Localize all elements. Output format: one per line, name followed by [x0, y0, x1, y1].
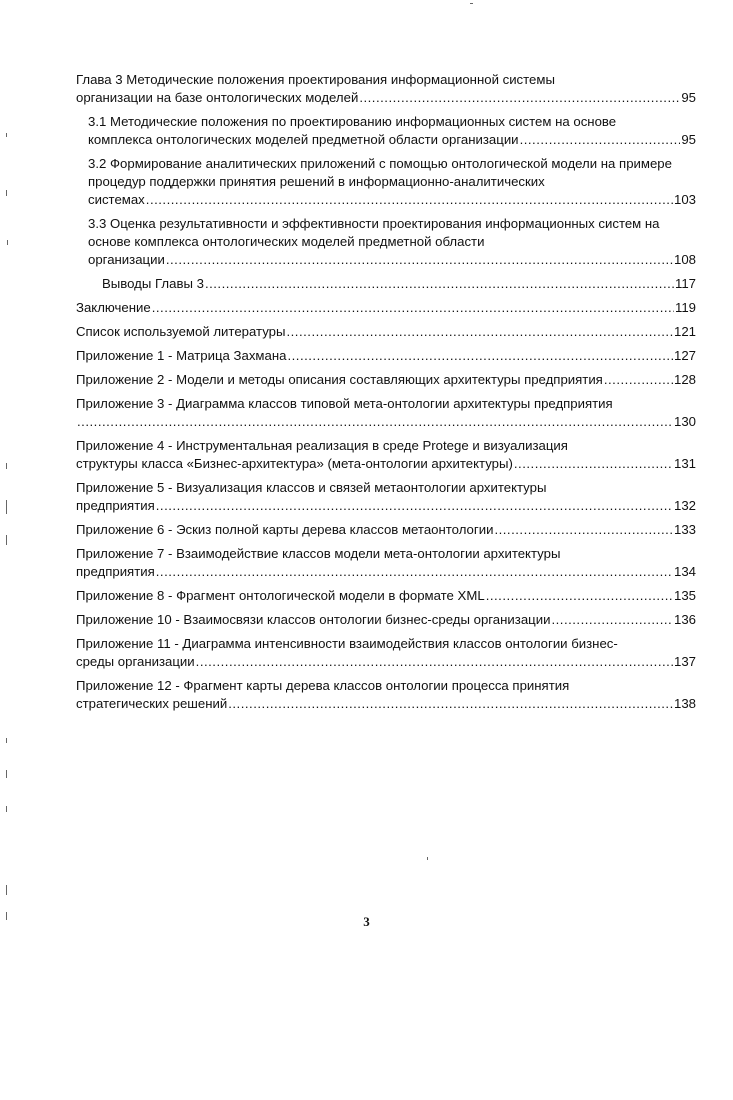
toc-entry-line — [76, 497, 696, 515]
toc-entry-title-end: предприятия — [76, 564, 155, 579]
toc-entry — [76, 479, 696, 515]
dot-leader — [486, 587, 673, 605]
toc-entry-title-end: Заключение — [76, 300, 151, 315]
scan-speck — [6, 885, 7, 895]
toc-page-number: 138 — [673, 696, 696, 711]
dot-leader — [156, 497, 673, 515]
scan-speck — [6, 500, 7, 514]
toc-entry-title: Приложение 4 - Инструментальная реализация в среде Protege и визуализация — [76, 438, 568, 453]
toc-entry-title: Приложение 3 - Диаграмма классов типовой мета-онтологии архитектуры предприятия — [76, 396, 613, 411]
scan-speck — [6, 912, 7, 920]
toc-entry — [88, 113, 696, 149]
toc-entry-line — [76, 695, 696, 713]
toc-entry-title-end: Приложение 6 - Эскиз полной карты дерева классов метаонтологии — [76, 522, 494, 537]
toc-page-number: 131 — [673, 456, 696, 471]
scan-speck — [6, 738, 7, 743]
toc-page-number: 95 — [681, 132, 696, 147]
toc-page-number: 121 — [673, 324, 696, 339]
toc-entry-line — [76, 323, 696, 341]
table-of-contents — [76, 71, 696, 719]
dot-leader — [286, 323, 673, 341]
dot-leader — [359, 89, 680, 107]
toc-entry-title-end: системах — [88, 192, 145, 207]
scan-speck — [7, 240, 8, 245]
toc-page-number: 135 — [673, 588, 696, 603]
toc-entry-line — [88, 251, 696, 269]
toc-entry — [76, 677, 696, 713]
dot-leader — [514, 455, 673, 473]
toc-page-number: 103 — [673, 192, 696, 207]
scan-speck — [6, 190, 7, 196]
toc-entry-line — [76, 587, 696, 605]
dot-leader — [287, 347, 673, 365]
dot-leader — [152, 299, 674, 317]
toc-entry-title-end: Приложение 8 - Фрагмент онтологической модели в формате XML — [76, 588, 485, 603]
toc-entry — [88, 155, 696, 209]
toc-page-number: 95 — [681, 90, 696, 105]
toc-entry-line — [76, 371, 696, 389]
toc-entry — [76, 323, 696, 341]
toc-entry — [76, 347, 696, 365]
toc-page-number: 130 — [673, 414, 696, 429]
toc-entry-title-end: Приложение 2 - Модели и методы описания составляющих архитектуры предприятия — [76, 372, 603, 387]
toc-entry-title-end: Список используемой литературы — [76, 324, 286, 339]
toc-entry — [76, 299, 696, 317]
toc-entry-title-end: структуры класса «Бизнес-архитектура» (мета-онтологии архитектуры) — [76, 456, 513, 471]
toc-page-number: 137 — [673, 654, 696, 669]
toc-entry — [88, 215, 696, 269]
toc-entry-line — [76, 413, 696, 431]
toc-entry-line — [76, 347, 696, 365]
scan-speck — [6, 770, 7, 778]
toc-entry-title: 3.2 Формирование аналитических приложений с помощью онтологической модели на примере процедур поддержки принятия решений в информационно-аналитических — [88, 156, 672, 189]
dot-leader — [77, 413, 673, 431]
dot-leader — [604, 371, 673, 389]
toc-page-number: 134 — [673, 564, 696, 579]
toc-entry-line — [76, 89, 696, 107]
scan-speck — [6, 535, 7, 545]
toc-entry-title: Приложение 7 - Взаимодействие классов модели мета-онтологии архитектуры — [76, 546, 561, 561]
toc-entry-title-end: среды организации — [76, 654, 195, 669]
toc-entry-line — [76, 653, 696, 671]
dot-leader — [205, 275, 674, 293]
toc-entry-line — [76, 611, 696, 629]
toc-entry-line — [76, 455, 696, 473]
dot-leader — [196, 653, 673, 671]
toc-entry — [102, 275, 696, 293]
toc-page-number: 127 — [673, 348, 696, 363]
toc-entry — [76, 71, 696, 107]
toc-entry-title: Приложение 5 - Визуализация классов и связей метаонтологии архитектуры — [76, 480, 547, 495]
toc-entry — [76, 611, 696, 629]
toc-entry-title: Приложение 12 - Фрагмент карты дерева классов онтологии процесса принятия — [76, 678, 570, 693]
toc-entry-line — [76, 299, 696, 317]
dot-leader — [494, 521, 673, 539]
dot-leader — [228, 695, 673, 713]
toc-entry — [76, 587, 696, 605]
toc-entry-line — [76, 563, 696, 581]
dot-leader — [156, 563, 673, 581]
toc-entry-title-end: предприятия — [76, 498, 155, 513]
toc-page-number: 132 — [673, 498, 696, 513]
toc-entry — [76, 635, 696, 671]
toc-entry — [76, 437, 696, 473]
toc-entry-title-end: Приложение 10 - Взаимосвязи классов онтологии бизнес-среды организации — [76, 612, 551, 627]
toc-entry-title: 3.1 Методические положения по проектированию информационных систем на основе — [88, 114, 617, 129]
toc-page-number: 117 — [674, 276, 696, 291]
toc-entry-line — [76, 521, 696, 539]
toc-entry-title-end: организации на базе онтологических моделей — [76, 90, 359, 105]
page-number: 3 — [363, 914, 370, 929]
toc-entry-title-end: комплекса онтологических моделей предметной области организации — [88, 132, 519, 147]
toc-entry-line — [88, 191, 696, 209]
toc-entry-title: 3.3 Оценка результативности и эффективности проектирования информационных систем на основе комплекса онтологических моделей предметной области — [88, 216, 660, 249]
toc-entry-title-end: Приложение 1 - Матрица Захмана — [76, 348, 287, 363]
toc-entry — [76, 521, 696, 539]
toc-page-number: 108 — [673, 252, 696, 267]
toc-page-number: 136 — [673, 612, 696, 627]
toc-entry — [76, 371, 696, 389]
toc-page-number: 128 — [673, 372, 696, 387]
scan-speck — [6, 133, 7, 137]
dot-leader — [146, 191, 673, 209]
scan-speck — [6, 806, 7, 812]
dot-leader — [551, 611, 673, 629]
scan-speck — [6, 463, 7, 469]
toc-page-number: 119 — [674, 300, 696, 315]
toc-entry-title-end: Выводы Главы 3 — [102, 276, 204, 291]
toc-entry-title-end: организации — [88, 252, 165, 267]
toc-entry — [76, 395, 696, 431]
toc-entry-line — [102, 275, 696, 293]
toc-entry-title: Глава 3 Методические положения проектирования информационной системы — [76, 72, 555, 87]
dot-leader — [520, 131, 681, 149]
toc-entry-title-end: стратегических решений — [76, 696, 228, 711]
dot-leader — [166, 251, 673, 269]
toc-entry-line — [88, 131, 696, 149]
toc-page-number: 133 — [673, 522, 696, 537]
toc-entry — [76, 545, 696, 581]
scan-speck — [427, 857, 428, 860]
scan-speck — [470, 3, 473, 4]
toc-entry-title: Приложение 11 - Диаграмма интенсивности взаимодействия классов онтологии бизнес- — [76, 636, 618, 651]
